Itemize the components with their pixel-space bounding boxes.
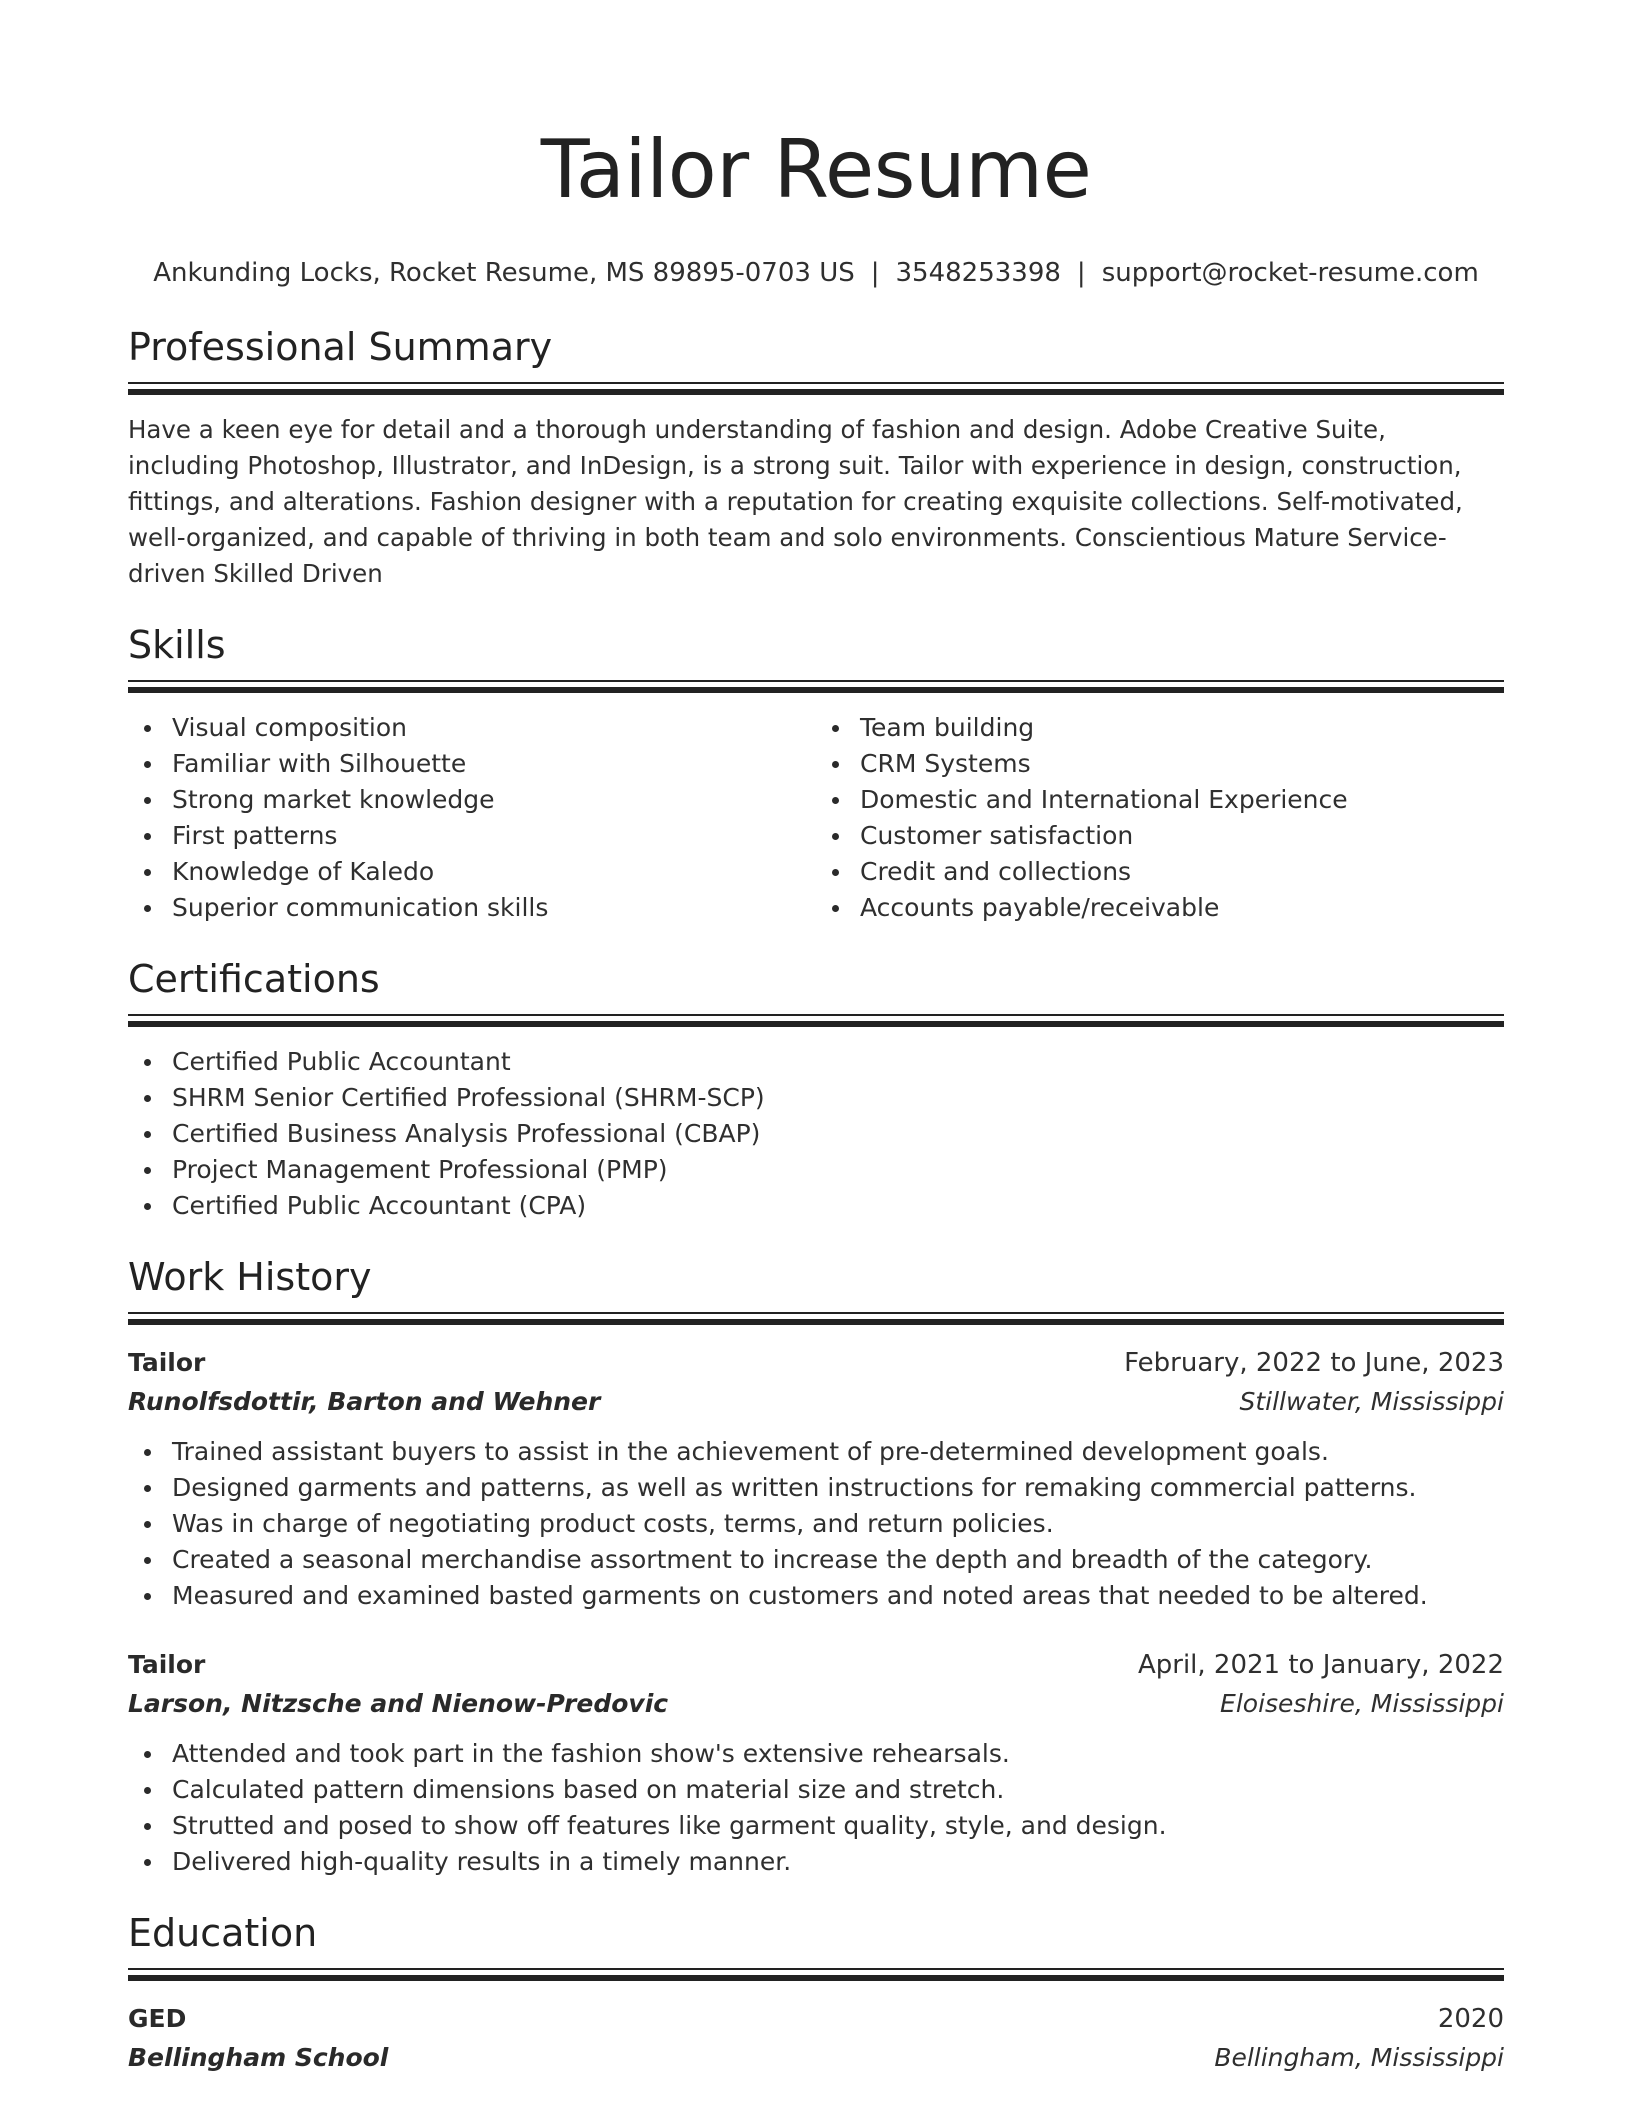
skill-item: Knowledge of Kaledo xyxy=(128,854,816,890)
job-bullets xyxy=(128,1434,1504,1614)
education-school-row xyxy=(128,2038,1504,2078)
certifications-section xyxy=(128,956,1504,1224)
skill-item: Accounts payable/receivable xyxy=(816,890,1504,926)
education-section xyxy=(128,1910,1504,2078)
job-bullets xyxy=(128,1736,1504,1880)
job-location: Stillwater, Mississippi xyxy=(1239,1387,1504,1416)
contact-separator: | xyxy=(1076,258,1086,288)
skill-item: Credit and collections xyxy=(816,854,1504,890)
education-header-row xyxy=(128,2000,1504,2038)
job-header-row xyxy=(128,1646,1504,1684)
job-title: Tailor xyxy=(128,1650,206,1679)
job-company: Larson, Nitzsche and Nienow-Predovic xyxy=(128,1689,669,1718)
job-bullet: Calculated pattern dimensions based on material size and stretch. xyxy=(128,1772,1504,1808)
job-bullet: Measured and examined basted garments on customers and noted areas that needed to be altered. xyxy=(128,1578,1504,1614)
work-history-section xyxy=(128,1254,1504,1880)
education-school: Bellingham School xyxy=(128,2043,389,2072)
section-title-education: Education xyxy=(128,1911,318,1955)
skill-item: Customer satisfaction xyxy=(816,818,1504,854)
education-degree: GED xyxy=(128,2004,187,2033)
job-bullet: Was in charge of negotiating product costs, terms, and return policies. xyxy=(128,1506,1504,1542)
job-bullet: Designed garments and patterns, as well as written instructions for remaking commercial patterns. xyxy=(128,1470,1504,1506)
education-entry xyxy=(128,2000,1504,2078)
job-location: Eloiseshire, Mississippi xyxy=(1220,1689,1504,1718)
skills-list-right xyxy=(816,710,1504,926)
skill-item: Superior communication skills xyxy=(128,890,816,926)
section-divider xyxy=(128,382,1504,396)
section-title-work-history: Work History xyxy=(128,1255,372,1299)
job-dates: April, 2021 to January, 2022 xyxy=(1137,1650,1504,1680)
job-bullet: Trained assistant buyers to assist in the achievement of pre-determined development goals. xyxy=(128,1434,1504,1470)
section-divider xyxy=(128,680,1504,694)
skill-item: Strong market knowledge xyxy=(128,782,816,818)
certification-item: Certified Public Accountant (CPA) xyxy=(128,1188,1504,1224)
contact-phone: 3548253398 xyxy=(895,258,1061,288)
section-divider xyxy=(128,1312,1504,1326)
job-header-row xyxy=(128,1344,1504,1382)
section-divider xyxy=(128,1014,1504,1028)
certification-item: Certified Business Analysis Professional (CBAP) xyxy=(128,1116,1504,1152)
job-company: Runolfsdottir, Barton and Wehner xyxy=(128,1387,601,1416)
job-company-row xyxy=(128,1684,1504,1724)
section-title-skills: Skills xyxy=(128,623,226,667)
summary-text: Have a keen eye for detail and a thorough understanding of fashion and design. Adobe Creative Suite, including Photoshop, Illustrator, and InDesign, is a strong suit. Tailor with experience in design, construction, fittings, and alterations. Fashion designer with a reputation for creating exquisite collections. Self-motivated, well-organized, and capable of thriving in both team and solo environments. Conscientious Mature Service-driven Skilled Driven xyxy=(128,415,1463,588)
skills-list-left xyxy=(128,710,816,926)
job-title: Tailor xyxy=(128,1348,206,1377)
section-title-summary: Professional Summary xyxy=(128,325,553,369)
certification-item: SHRM Senior Certified Professional (SHRM-SCP) xyxy=(128,1080,1504,1116)
skill-item: First patterns xyxy=(128,818,816,854)
section-title-certifications: Certifications xyxy=(128,957,380,1001)
certifications-list xyxy=(128,1044,1504,1224)
contact-address: Ankunding Locks, Rocket Resume, MS 89895-0703 US xyxy=(153,258,855,288)
job-bullet: Strutted and posed to show off features like garment quality, style, and design. xyxy=(128,1808,1504,1844)
contact-line xyxy=(128,256,1504,290)
skill-item: Familiar with Silhouette xyxy=(128,746,816,782)
job-bullet: Attended and took part in the fashion show's extensive rehearsals. xyxy=(128,1736,1504,1772)
job-bullet: Created a seasonal merchandise assortment to increase the depth and breadth of the category. xyxy=(128,1542,1504,1578)
job-company-row xyxy=(128,1382,1504,1422)
certification-item: Project Management Professional (PMP) xyxy=(128,1152,1504,1188)
job-bullet: Delivered high-quality results in a timely manner. xyxy=(128,1844,1504,1880)
education-location: Bellingham, Mississippi xyxy=(1214,2043,1504,2072)
contact-email: support@rocket-resume.com xyxy=(1101,258,1479,288)
job-entry xyxy=(128,1344,1504,1614)
education-year: 2020 xyxy=(1437,2004,1504,2034)
skill-item: Team building xyxy=(816,710,1504,746)
section-divider xyxy=(128,1968,1504,1982)
skill-item: Visual composition xyxy=(128,710,816,746)
certification-item: Certified Public Accountant xyxy=(128,1044,1504,1080)
job-entry xyxy=(128,1646,1504,1880)
summary-section xyxy=(128,324,1504,592)
skill-item: CRM Systems xyxy=(816,746,1504,782)
contact-separator: | xyxy=(870,258,880,288)
skills-section xyxy=(128,622,1504,926)
resume-name: Tailor Resume xyxy=(540,123,1092,216)
job-dates: February, 2022 to June, 2023 xyxy=(1124,1348,1504,1378)
skills-grid xyxy=(128,710,1504,926)
skill-item: Domestic and International Experience xyxy=(816,782,1504,818)
